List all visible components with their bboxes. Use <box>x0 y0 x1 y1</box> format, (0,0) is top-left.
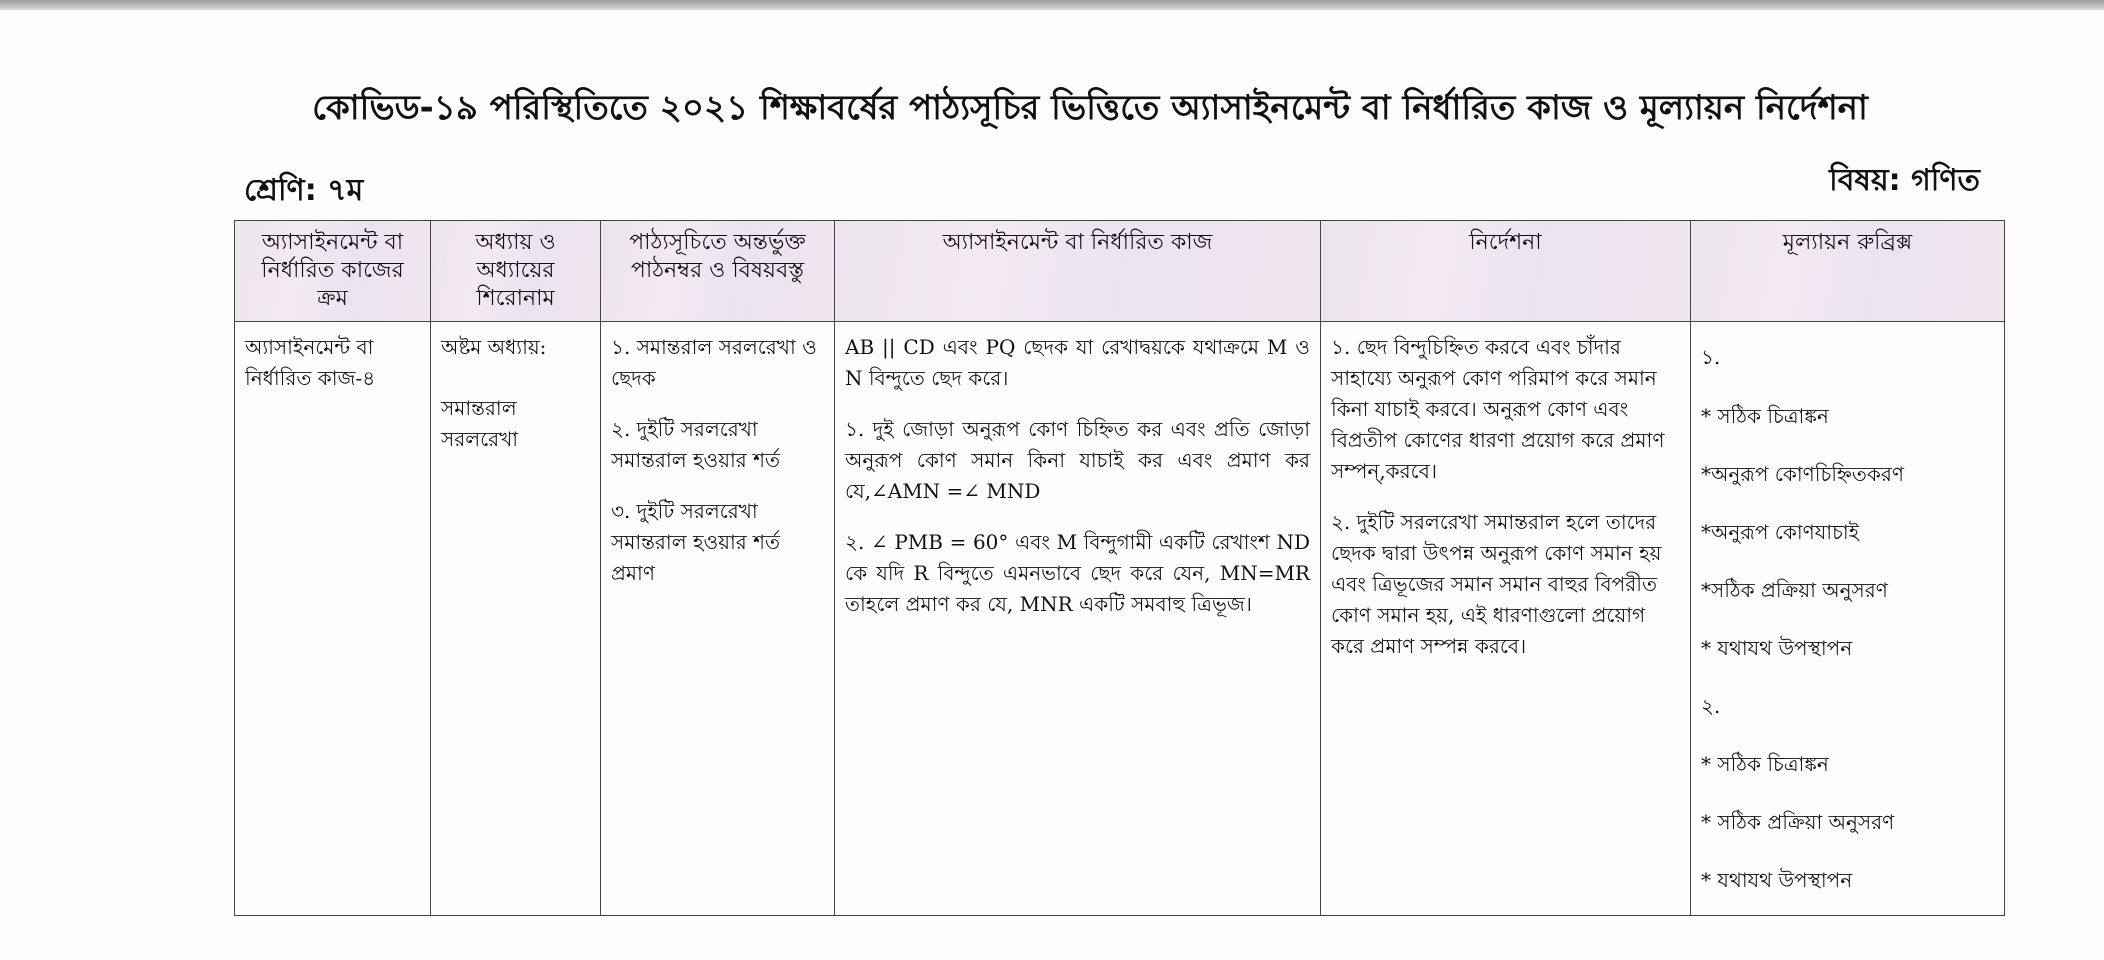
cell-task <box>835 322 1321 916</box>
task-question-1: ১. দুই জোড়া অনুরূপ কোণ চিহ্নিত কর এবং প্রতি জোড়া অনুরূপ কোণ সমান কিনা যাচাই কর এবং প্রমাণ কর যে,∠AMN =∠ MND <box>845 417 1310 503</box>
rubric-item: * সঠিক চিত্রাঙ্কন <box>1701 404 1829 428</box>
chapter-title: সমান্তরাল সরলরেখা <box>441 396 519 451</box>
document-page <box>0 10 2104 960</box>
rubric-group-2-label: ২. <box>1701 694 1721 718</box>
document-title: কোভিড-১৯ পরিস্থিতিতে ২০২১ শিক্ষাবর্ষের পাঠ্যসূচির ভিত্তিতে অ্যাসাইনমেন্ট বা নির্ধারিত কাজ ও মূল্যায়ন নির্দেশনা <box>312 88 1868 128</box>
table-row <box>235 322 2005 916</box>
header-assignment-order: অ্যাসাইনমেন্ট বা নির্ধারিত কাজের ক্রম <box>235 221 431 322</box>
class-label: শ্রেণি: ৭ম <box>244 173 364 208</box>
instruction-item: ২. দুইটি সরলরেখা সমান্তরাল হলে তাদের ছেদক দ্বারা উৎপন্ন অনুরূপ কোণ সমান হয় এবং ত্রিভূজের সমান সমান বাহুর বিপরীত কোণ সমান হয়, এই ধারণাগুলো প্রয়োগ করে প্রমাণ সম্পন্ন করবে। <box>1331 510 1662 658</box>
assignment-order-text: অ্যাসাইনমেন্ট বা নির্ধারিত কাজ-৪ <box>245 335 376 390</box>
cell-chapter <box>431 322 601 916</box>
rubric-item: *অনুরূপ কোণযাচাই <box>1701 520 1860 544</box>
cell-lessons <box>601 322 835 916</box>
header-lessons: পাঠ্যসূচিতে অন্তর্ভুক্ত পাঠনম্বর ও বিষয়বস্তু <box>601 221 835 322</box>
lesson-item: ২. দুইটি সরলরেখা সমান্তরাল হওয়ার শর্ত <box>611 417 780 472</box>
rubric-item: * সঠিক চিত্রাঙ্কন <box>1701 752 1829 776</box>
scan-edge-shadow <box>0 0 2104 10</box>
rubric-item: *অনুরূপ কোণচিহ্নিতকরণ <box>1701 462 1904 486</box>
lesson-item: ৩. দুইটি সরলরেখা সমান্তরাল হওয়ার শর্ত প্রমাণ <box>611 499 780 585</box>
cell-instructions <box>1321 322 1691 916</box>
lesson-item: ১. সমান্তরাল সরলরেখা ও ছেদক <box>611 335 817 390</box>
table-header-row <box>235 221 2005 322</box>
rubric-item: * যথাযথ উপস্থাপন <box>1701 636 1853 660</box>
header-instructions: নির্দেশনা <box>1321 221 1691 322</box>
header-chapter: অধ্যায় ও অধ্যায়ের শিরোনাম <box>431 221 601 322</box>
task-intro: AB || CD এবং PQ ছেদক যা রেখাদ্বয়কে যথাক্রমে M ও N বিন্দুতে ছেদ করে। <box>845 335 1310 390</box>
rubric-item: * সঠিক প্রক্রিয়া অনুসরণ <box>1701 810 1895 834</box>
rubric-group-1-label: ১. <box>1701 345 1721 369</box>
header-task: অ্যাসাইনমেন্ট বা নির্ধারিত কাজ <box>835 221 1321 322</box>
rubric-item: *সঠিক প্রক্রিয়া অনুসরণ <box>1701 578 1888 602</box>
chapter-number: অষ্টম অধ্যায়: <box>441 335 547 359</box>
header-rubric: মূল্যায়ন রুব্রিক্স <box>1691 221 2005 322</box>
cell-assignment-order <box>235 322 431 916</box>
instruction-item: ১. ছেদ বিন্দুচিহ্নিত করবে এবং চাঁদার সাহায্যে অনুরূপ কোণ পরিমাপ করে সমান কিনা যাচাই করবে। অনুরূপ কোণ এবং বিপ্রতীপ কোণের ধারণা প্রয়োগ করে প্রমাণ সম্পন্,করবে। <box>1331 335 1665 483</box>
subject-label: বিষয়: গণিত <box>1829 163 1980 198</box>
task-question-2: ২. ∠ PMB = 60° এবং M বিন্দুগামী একটি রেখাংশ ND কে যদি R বিন্দুতে এমনভাবে ছেদ করে যেন, MN=MR তাহলে প্রমাণ কর যে, MNR একটি সমবাহু ত্রিভূজ। <box>845 530 1310 616</box>
rubric-item: * যথাযথ উপস্থাপন <box>1701 868 1853 892</box>
assignment-table <box>234 220 2005 916</box>
cell-rubric <box>1691 322 2005 916</box>
